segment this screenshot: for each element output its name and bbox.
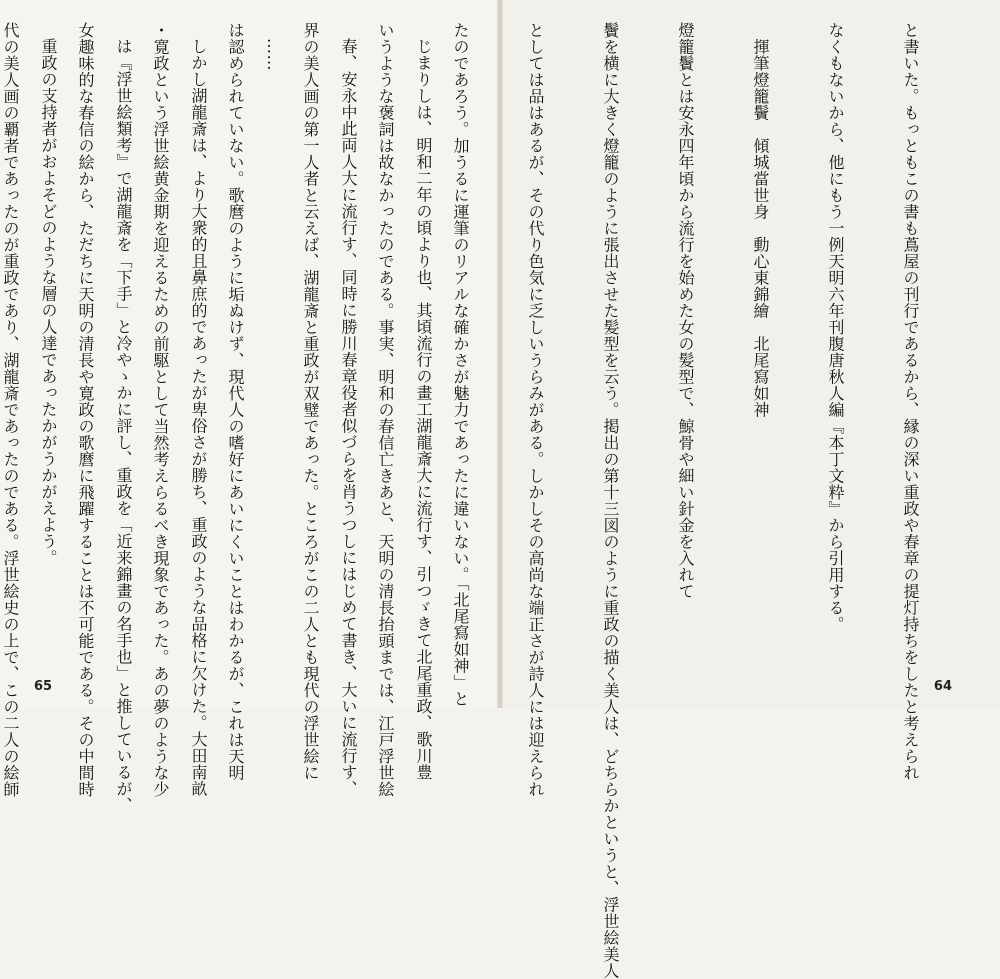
- text-line: 重政の支持者がおよそどのような層の人達であったかがうかがえよう。: [39, 38, 58, 566]
- text-line: ……: [264, 38, 283, 71]
- text-line: としては品はあるが、その代り色気に乏しいうらみがある。しかしその高尚な端正さが詩人には迎えられ: [526, 22, 545, 798]
- text-line: 界の美人画の第一人者と云えば、湖龍斎と重政が双璧であった。ところがこの二人とも現代の浮世絵に: [301, 22, 320, 781]
- text-line: いうような褒詞は故なかったのである。事実、明和の春信亡きあと、天明の清長抬頭までは、江戸浮世絵: [376, 22, 395, 798]
- page-number-right: 64: [933, 679, 952, 694]
- text-line: は認められていない。歌麿のように垢ぬけず、現代人の嗜好にあいにくいことはわかるが、これは天明: [226, 22, 245, 781]
- text-line: 鬢を横に大きく燈籠のように張出させた髪型を云う。掲出の第十三図のように重政の描く美人は、どちらかというと、浮世絵美人: [601, 22, 620, 979]
- text-line: ・寛政という浮世絵黄金期を迎えるための前駆として当然考えらるべき現象であった。あの夢のような少: [151, 22, 170, 798]
- text-line: は『浮世絵類考』で湖龍斎を「下手」と冷やゝかに評し、重政を「近来錦畫の名手也」と推しているが、: [114, 38, 133, 814]
- text-line: と書いた。もっともこの書も蔦屋の刊行であるから、縁の深い重政や春章の提灯持ちをしたと考えられ: [901, 22, 920, 781]
- text-line: 女趣味的な春信の絵から、ただちに天明の清長や寛政の歌麿に飛躍することは不可能である。その中間時: [76, 22, 95, 798]
- text-line: 代の美人画の覇者であったのが重政であり、湖龍斎であったのである。浮世絵史の上で、この二人の絵師: [1, 22, 20, 798]
- text-line: しかし湖龍斎は、より大衆的且鼻庶的であったが卑俗さが勝ち、重政のような品格に欠けた。大田南畝: [189, 38, 208, 797]
- quoted-verse: 揮筆燈籠鬢 傾城當世身 動心東錦繪 北尾寫如神: [751, 22, 770, 418]
- text-line: たのであろう。加うるに運筆のリアルな確かさが魅力であったに違いない。「北尾寫如神」と: [451, 22, 470, 707]
- page-number-left: 65: [34, 679, 53, 694]
- text-line: 燈籠鬢とは安永四年頃から流行を始めた女の髪型で、鯨骨や細い針金を入れて: [676, 22, 695, 600]
- text-line: じまりしは、明和二年の頃より也、其頃流行の畫工湖龍斎大に流行す、引つゞきて北尾重政、歌川豊: [414, 38, 433, 781]
- text-line: なくもないから、他にもう一例天明六年刊腹唐秋人編『本丁文粋』から引用する。: [826, 22, 845, 633]
- text-line: 春、安永中此両人大に流行す、同時に勝川春章役者似づらを肖うつしにはじめて書き、大いに流行す、: [339, 38, 358, 797]
